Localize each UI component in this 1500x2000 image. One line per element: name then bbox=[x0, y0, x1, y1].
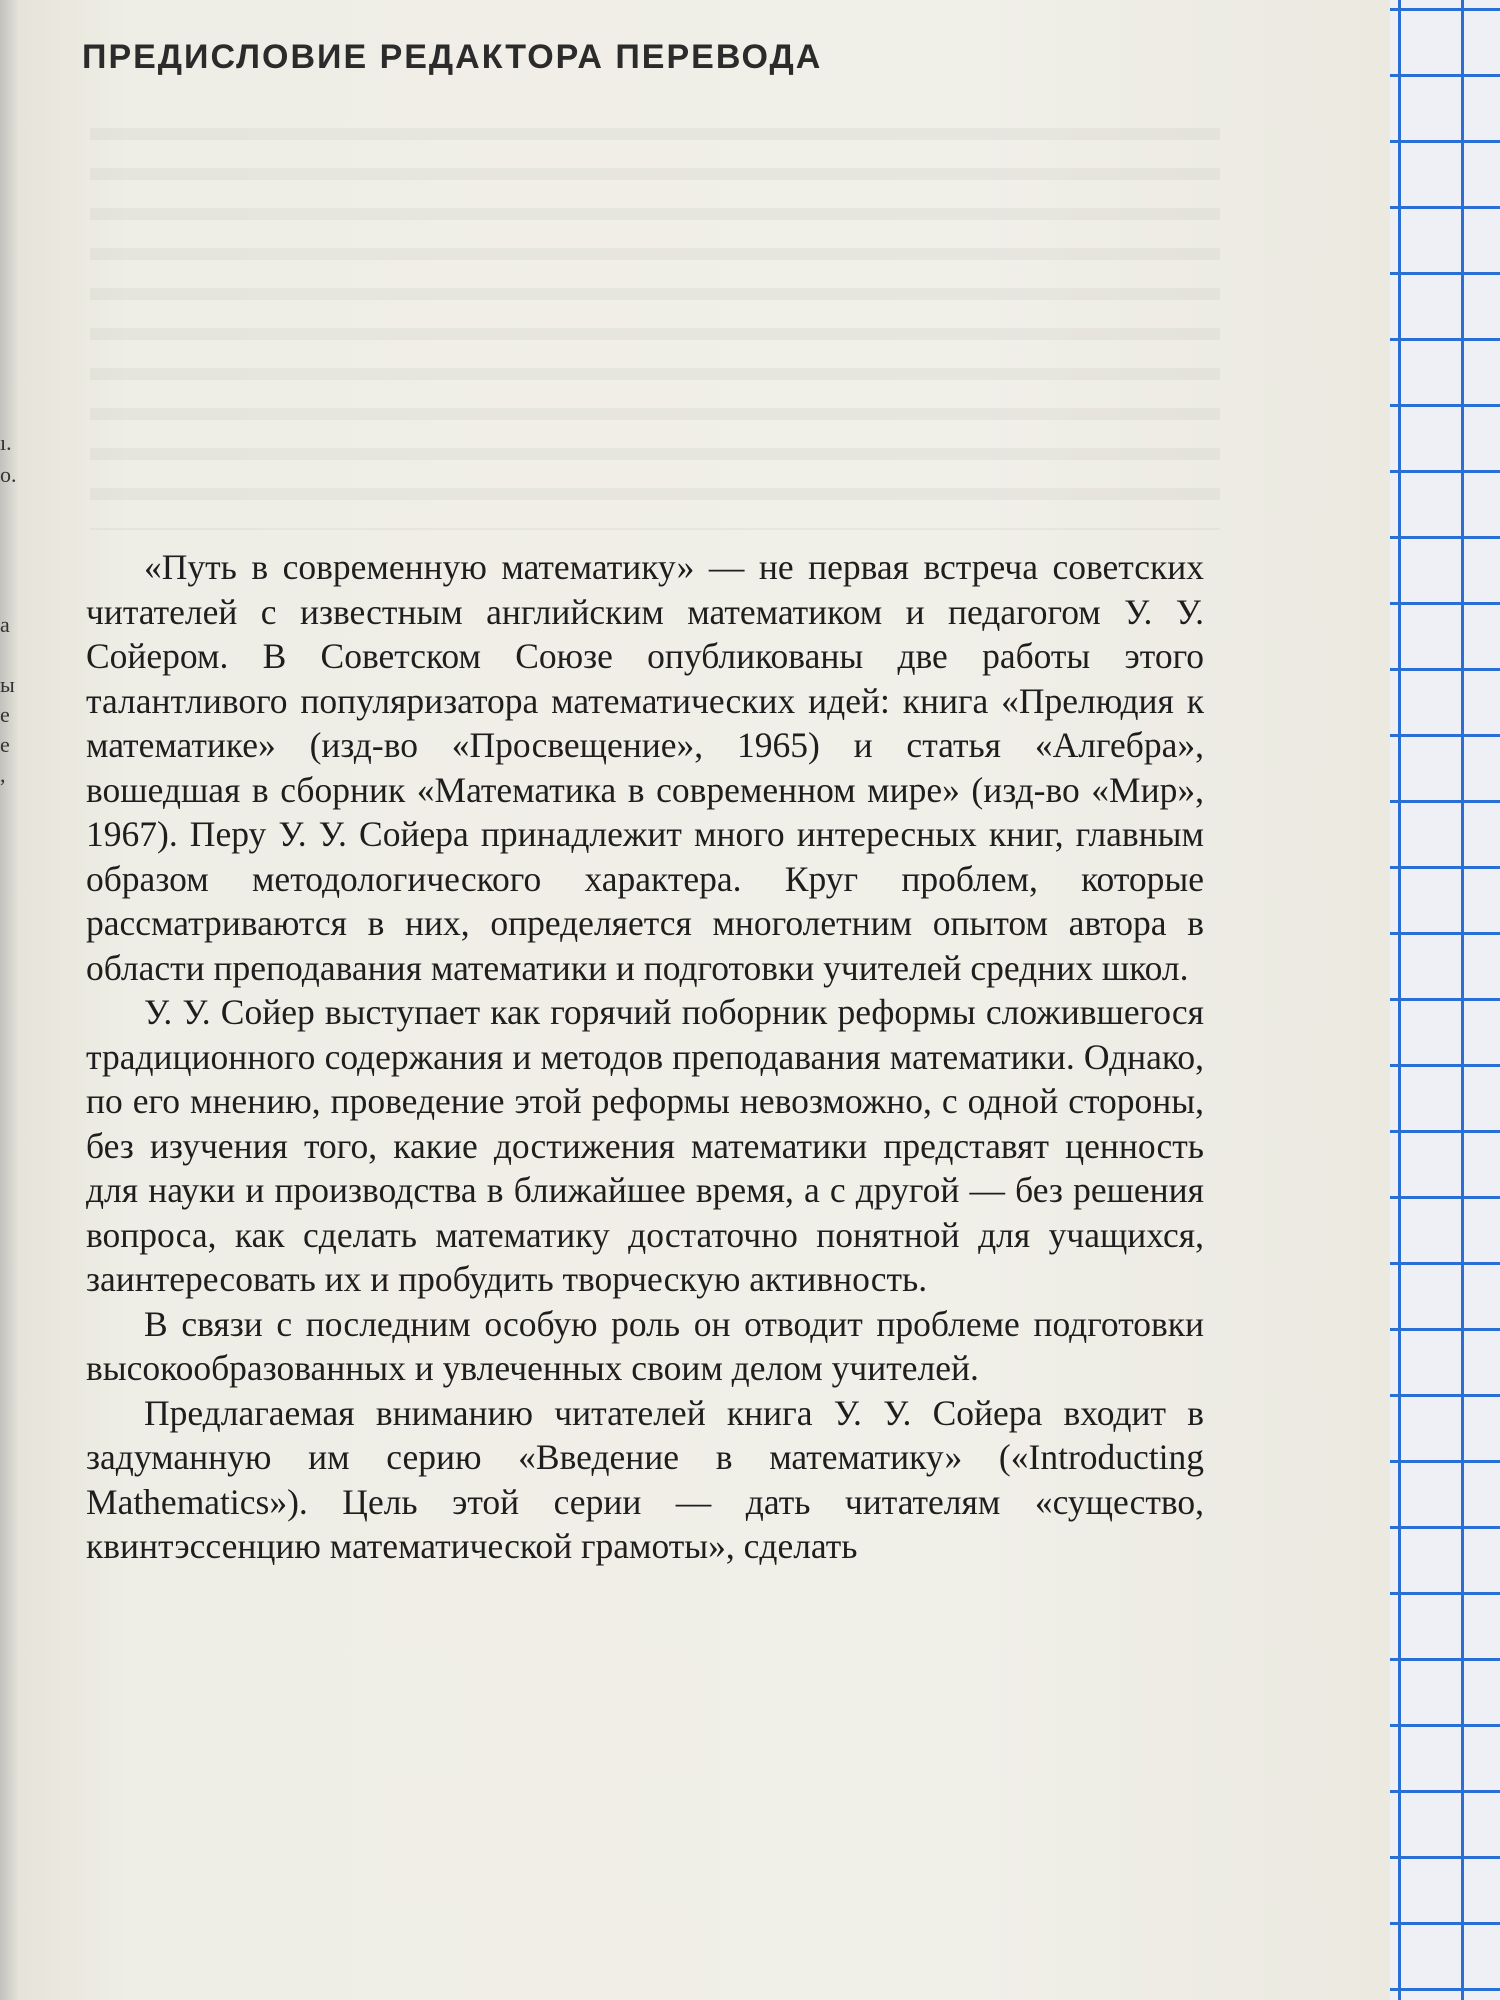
grid-paper-background bbox=[1390, 0, 1500, 2000]
margin-mark: o. bbox=[0, 462, 17, 487]
bleed-through-text bbox=[90, 100, 1220, 530]
paragraph: У. У. Сойер выступает как горячий поборник реформы сложившегося традиционного содержания и методов преподавания математики. Однако, по его мнению, проведение этой реформы невозможно, с одной стороны, без изучения того, какие достижения математики представят ценность для науки и производства в ближайшее время, а с другой — без решения вопроса, как сделать математику достаточно понятной для учащихся, заинтересовать их и пробудить творческую активность. bbox=[86, 992, 1204, 1299]
margin-mark: a bbox=[0, 612, 10, 637]
margin-mark: ı. bbox=[0, 430, 12, 455]
body-text bbox=[86, 545, 1204, 1569]
paragraph: Предлагаемая вниманию читателей книга У. У. Сойера входит в задуманную им серию «Введение в математику» («Introducting Mathematics»). Цель этой серии — дать читателям «существо, квинтэссенцию математической грамоты», сделать bbox=[86, 1392, 1204, 1566]
margin-mark: e bbox=[0, 732, 10, 757]
paragraph: В связи с последним особую роль он отводит проблеме подготовки высокообразованных и увлеченных своим делом учителей. bbox=[86, 1303, 1204, 1388]
paragraph: «Путь в современную математику» — не первая встреча советских читателей с известным английским математиком и педагогом У. У. Сойером. В Советском Союзе опубликованы две работы этого талантливого популяризатора математических идей: книга «Прелюдия к математике» (изд-во «Просвещение», 1965) и статья «Алгебра», вошедшая в сборник «Математика в современном мире» (изд-во «Мир», 1967). Перу У. У. Сойера принадлежит много интересных книг, главным образом методологического характера. Круг проблем, которые рассматриваются в них, определяется многолетним опытом автора в области преподавания математики и подготовки учителей средних школ. bbox=[86, 547, 1204, 988]
book-page bbox=[20, 0, 1390, 2000]
previous-page-edge bbox=[0, 0, 20, 2000]
margin-mark: e bbox=[0, 702, 10, 727]
page-heading: ПРЕДИСЛОВИЕ РЕДАКТОРА ПЕРЕВОДА bbox=[82, 38, 823, 76]
margin-mark: ы bbox=[0, 672, 15, 697]
margin-mark: , bbox=[0, 762, 6, 787]
